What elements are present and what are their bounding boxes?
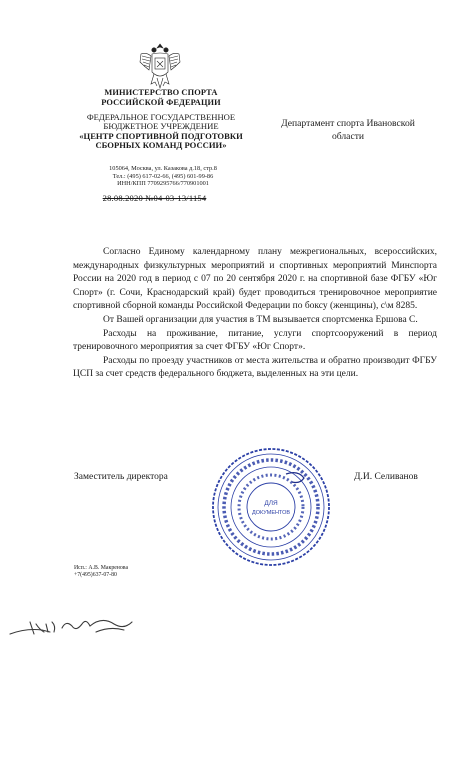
recipient-block — [264, 117, 432, 143]
executor-line: +7(495)637-07-80 — [74, 572, 117, 579]
stamp-text-bottom: ДОКУМЕНТОВ — [251, 510, 291, 516]
institution-line: БЮДЖЕТНОЕ УЧРЕЖДЕНИЕ — [103, 121, 219, 132]
handwritten-signature — [6, 610, 166, 640]
ministry-line: МИНИСТЕРСТВО СПОРТА — [104, 88, 218, 97]
executor-info — [74, 565, 128, 579]
stamp-text-top: ДЛЯ — [264, 500, 278, 507]
institution-bold-line: «ЦЕНТР СПОРТИВНОЙ ПОДГОТОВКИ — [79, 130, 243, 141]
address-line: 105064, Москва, ул. Казакова д.18, стр.8 — [109, 165, 217, 172]
ministry-name — [74, 88, 248, 107]
signatory-title: Заместитель директора — [74, 472, 168, 482]
address-line: ИНН/КПП 7709295766/770901001 — [117, 180, 209, 188]
institution-bold-line: СБОРНЫХ КОМАНД РОССИИ» — [95, 140, 227, 151]
recipient-line: Департамент спорта Ивановской — [281, 118, 415, 129]
coat-of-arms-emblem — [137, 40, 183, 92]
executor-line: Исп.: А.В. Макренова — [74, 565, 129, 571]
body-paragraph: От Вашей организации для участия в ТМ вызывается спортсменка Ершова С. — [103, 314, 418, 325]
institution-name — [72, 113, 250, 151]
body-paragraph: Расходы на проживание, питание, услуги спортсооружений в период тренировочного мероприятия за счет ФГБУ «Юг Спорт». — [73, 328, 437, 353]
registration-number: 28.08.2020 №04-03-13/1154 — [102, 193, 207, 203]
institution-address — [78, 165, 248, 188]
institution-line: ФЕДЕРАЛЬНОЕ ГОСУДАРСТВЕННОЕ — [86, 112, 236, 122]
address-line: Тел.: (495) 617-02-66, (495) 601-99-86 — [112, 172, 214, 180]
body-paragraph: Согласно Единому календарному плану межрегиональных, всероссийских, международных физкультурных мероприятий и спортивных мероприятий Минспорта России на 2020 год в период с 07 по 20 сентября 2020 г. на спортивной базе ФГБУ «Юг Спорт» (г. Сочи, Краснодарский край) будет проводиться тренировочное мероприятие спортивной сборной команды Российской Федерации по боксу (женщины), с\м 8285. — [73, 247, 437, 312]
recipient-line: области — [331, 131, 365, 142]
letter-body — [73, 246, 437, 382]
signatory-name: Д.И. Селиванов — [354, 472, 418, 482]
ministry-line: РОССИЙСКОЙ ФЕДЕРАЦИИ — [101, 97, 221, 107]
official-stamp — [208, 444, 334, 570]
body-paragraph: Расходы по проезду участников от места жительства и обратно производит ФГБУ ЦСП за счет средств федерального бюджета, выделенных на эти цели. — [73, 355, 437, 380]
